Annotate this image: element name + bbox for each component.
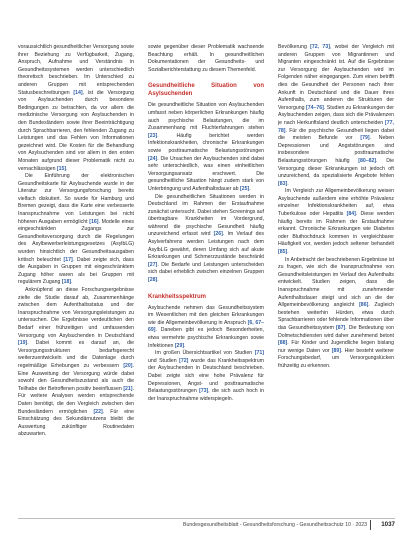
paragraph-text: . Die Bedarfe und Leistungen unterscheiden sich dabei erheblich zwischen einzelnen Gruppen [148,261,264,276]
citation-link[interactable]: [20] [123,362,133,369]
paragraph-text: . Zugleich bestehen weiterhin Hürden, etwa durch Sprachbarrieren oder fehlende Informationen über das Gesundheitssystem [278,302,394,331]
paragraph-text: . Die Bedeutung von Dolmetschdiensten wird daher zunehmend betont [278,324,394,339]
paragraph-text: . [184,342,186,349]
paragraph-text: Die gesundheitlichen Situationen werden in Deutschland im Rahmen der Erstaufnahme zunächst untersucht. Dabei stehen Screenings auf übertragbare Krankheiten im Vordergrund, während die psychische Gesundheit häufig unzureichend erfasst wird [148,193,264,238]
paragraph-text: . Dabei zeigte sich, dass die Ausgaben in Gruppen mit eingeschränktem Zugang höher waren als bei Gruppen mit regulärem Zugang [18,256,134,286]
paragraph-text: . [157,277,159,284]
paragraph-text: . Häufig berichtet werden Infektionskrankheiten, chronische Erkrankungen sowie posttraumatische Belastungsstörungen [148,132,264,154]
section-heading: Gesundheitliche Situation von Asylsuchenden [148,83,264,98]
citation-link[interactable]: [80–82] [358,157,377,164]
paragraph-text: . Daneben gibt es jedoch Besonderheiten, etwa vermehrte psychische Erkrankungen sowie Infektionen [148,327,264,349]
citation-link[interactable]: [17] [63,256,73,263]
citation-link[interactable]: [6, 67–69] [148,319,264,334]
paragraph [18,287,134,439]
paragraph-text: . [287,180,289,187]
paragraph-text: . Studien zu Erkrankungen der Asylsuchenden zeigen, dass sich die Prävalenzen je nach Herkunftsland deutlich unterscheiden [278,104,394,126]
citation-link[interactable]: [27] [148,261,158,268]
page-number: 1037 [381,521,395,528]
citation-link[interactable]: [83] [278,180,288,187]
paragraph-text: . Hier besteht weiterer Forschungsbedarf, um Versorgungslücken frühzeitig zu erkennen. [278,347,394,369]
paragraph-text: . Modelle eines eingeschränkten Zugangs zur Gesundheitsversorgung durch die Regelungen des Asylbewerberleistungsgesetzes (AsylbLG) wurden hinsichtlich der Gesundheitsausgaben kritisch beleuchtet [18,218,134,263]
citation-link[interactable]: [15] [56,165,67,172]
paragraph-text: sowie gegenüber dieser Problematik wachsende Beachtung erhält. In gesundheitlichen Dokumentationen der Gesundheits- und Sozialberichterstattung zu diesem Themenfeld. [148,44,264,73]
paragraph-text: wurde das Krankheitsspektrum der Asylsuchenden in Deutschland beschrieben. Dabei zeigte sich eine hohe Prävalenz für Depressionen, Angst- und posttraumatische Belastungsstörungen [148,357,264,395]
paragraph-text: . [71,279,73,286]
citation-link[interactable]: [22] [93,408,103,415]
paragraph-text: . Für weitere Analysen werden entsprechende Daten benötigt, die den Vergleich zwischen den Bundesländern ermöglichen [18,385,134,415]
text-column-right [278,44,394,371]
paragraph-text: , wobei der Vergleich mit anderen Gruppen von Migrantinnen und Migranten eingeschränkt ist. Auf die Ergebnisse zur Versorgung der Asylsuchenden wird im Folgenden näher eingegangen. Zum einen betrifft dies die Gesundheit der Personen nach ihrer Ankunft in Deutschland und die Dauer ihres Aufenthalts, zum anderen die Strukturen der Versorgung [278,44,394,111]
paragraph-text: . Dabei kommt es darauf an, die Versorgungsstrukturen bedarfsgerecht weiterzuentwickeln und die Datenlage durch regelmäßige Erhebungen zu verbessern [18,340,134,369]
citation-link[interactable]: [85] [278,249,288,256]
paragraph [148,350,264,403]
paragraph [148,44,264,74]
paragraph-text: voraussichtlich gesundheitlicher Versorgung sowie ihrer Beziehung zu Verfügbarkeit, Zugang, Anspruch, Aufnahme und Verständnis in Gesundheitssystemen werden unterschiedlich theoretisch beschrieben. Im Unterschied zu anderen Gruppen mit entsprechenden Statusbeschreibungen [18,44,134,96]
paragraph [18,173,134,287]
paragraph-text: . [249,185,251,192]
citation-link[interactable]: [18] [61,279,72,286]
paragraph-text: . Für Kinder und Jugendliche liegen bislang nur wenige Daten vor [278,340,394,354]
citation-link[interactable]: [25] [240,185,250,192]
citation-link[interactable]: [28] [148,277,158,284]
citation-link[interactable]: [88] [278,340,288,347]
citation-link[interactable]: [72, 73] [310,44,330,50]
paragraph-text: . Für eine Einschätzung des Sekundärnutzens bleibt die Auswertung zukünftiger Routinedaten abzuwarten. [18,408,134,438]
paragraph-text: In Anbetracht der beschriebenen Ergebnisse ist zu fragen, wie sich die Inanspruchnahme von Gesundheitsleistungen im Verlauf des Aufenthalts entwickelt. Studien zeigen, dass die Inanspruchnahme mit zunehmender Aufenthaltsdauer steigt und sich an die der Allgemeinbevölkerung angleicht [278,256,395,309]
paragraph-text: . Im Verlauf des Asylverfahrens werden Leistungen nach dem AsylbLG gewährt, deren Umfang sich auf akute Erkrankungen und Schmerzzustände beschränkt [148,231,264,261]
paragraph-text: . Für die psychische Gesundheit liegen dabei die meisten Befunde vor [278,127,394,142]
paragraph [148,305,264,351]
paragraph-text: Im großen Übersichtsartikel von Studien [155,350,255,357]
paragraph [148,194,264,285]
citation-link[interactable]: [16] [89,218,99,225]
citation-link[interactable]: [86] [359,302,369,309]
citation-link[interactable]: [87] [335,324,346,331]
paragraph-text: Die Einführung der elektronischen Gesundheitskarte für Asylsuchende wurde in der Literatur zur Versorgungsforschung bereits vielfach diskutiert. So wurde für Hamburg und Bremen gezeigt, dass die Karte eine verbesserte Inanspruchnahme von Leistungen bei nicht höheren Ausgaben ermöglicht [18,173,134,225]
paragraph-text: Anknüpfend an diese Forschungsergebnisse zielte die Studie darauf ab, Zusammenhänge zwischen dem Aufenthaltsstatus und der Inanspruchnahme von Versorgungsleistungen zu untersuchen. Die Ergebnisse verdeutlichen den Bedarf einer frühzeitigen und umfassenden Versorgung von Asylsuchenden in Deutschland [18,287,134,339]
citation-link[interactable]: [19] [18,340,28,347]
footer-rule [18,518,395,519]
citation-link[interactable]: [14] [73,89,83,96]
paragraph [278,257,394,371]
citation-link[interactable]: [79] [360,135,370,142]
footer-separator [370,520,371,530]
citation-link[interactable]: [77, 78] [278,119,394,134]
paragraph [278,188,394,256]
citation-link[interactable]: [21] [123,385,133,392]
text-column-left [18,44,134,439]
citation-link[interactable]: [23] [148,132,158,139]
page-footer [0,518,413,532]
paragraph-text: , ist die Versorgung von Asylsuchenden durch besondere Bedingungen zu betrachten, da vor allem die medizinische Versorgung von Asylsuchenden in den Bundesländern sowie ihrer Beeinträchtigung durch Sprachbarrieren, den fehlenden Zugang zu Leistungen und das Fehlen von Informationen gezeichnet wird. Die Kosten für die Behandlung von Asylsuchenden sind vor allem in den ersten Monaten aufgrund dieser Problematik nicht zu vernachlässigen [18,89,134,172]
paragraph-text: . [287,249,289,256]
paragraph-text: . Die Versorgung dieser Erkrankungen ist jedoch oft unzureichend, da spezialisierte Angebote fehlen [278,157,394,180]
paragraph-text: . Die Ursachen der Asylsuchenden sind dabei sehr unterschiedlich, was einen einheitlichen Versorgungsansatz erschwert. Die gesundheitliche Situation hängt zudem stark von Unterbringung und Aufenthaltsdauer ab [148,155,264,192]
paragraph-text: Asylsuchende nehmen das Gesundheitssystem im Wesentlichen mit den gleichen Erkrankungen wie die Allgemeinbevölkerung in Anspruch [148,304,264,326]
text-column-middle [148,44,264,403]
paragraph-text: Bevölkerung [278,44,311,50]
citation-link[interactable]: [29] [174,342,185,349]
paragraph-text: Die gesundheitliche Situation von Asylsuchenden umfasst neben körperlichen Erkrankungen häufig auch psychische Belastungen, die im Zusammenhang mit Fluchterfahrungen stehen [148,102,264,132]
citation-link[interactable]: [89] [331,347,341,354]
citation-link[interactable]: [74–76] [305,104,324,111]
paragraph-text: und Studien [148,357,180,364]
journal-citation: Bundesgesundheitsblatt - Gesundheitsforschung - Gesundheitsschutz 10 · 2023 [183,522,367,528]
paragraph-text: . Diese werden häufig bereits im Rahmen der Erstaufnahme erkannt. Chronische Erkrankungen wie Diabetes oder Bluthochdruck kommen in vergleichbarer Häufigkeit vor, werden jedoch seltener behandelt [278,211,394,248]
paragraph-text: . Eine Ausweitung der Versorgung würde dabei sowohl den Gesundheitszustand als auch die Teilhabe der Betroffenen positiv beeinflussen [18,362,134,392]
paragraph [18,44,134,173]
paragraph-text: , die sich auch hoch in der Inanspruchnahme widerspiegeln. [148,388,264,402]
citation-link[interactable]: [26] [213,231,223,238]
paragraph-text: Im Vergleich zur Allgemeinbevölkerung weisen Asylsuchende außerdem eine erhöhte Prävalenz einzelner Infektionskrankheiten auf, etwa Tuberkulose oder Hepatitis [278,188,394,218]
citation-link[interactable]: [72] [179,357,189,364]
citation-link[interactable]: [73] [199,388,209,395]
section-heading: Krankheitsspektrum [148,293,207,300]
paragraph-text: . [66,165,68,172]
citation-link[interactable]: [84] [346,211,356,218]
citation-link[interactable]: [71] [254,350,264,357]
paragraph [148,102,264,193]
citation-link[interactable]: [24] [148,155,158,162]
paragraph-text: . Neben Depressionen und Angststörungen sind insbesondere posttraumatische Belastungsstörungen häufig [278,135,395,164]
paragraph [278,44,394,188]
